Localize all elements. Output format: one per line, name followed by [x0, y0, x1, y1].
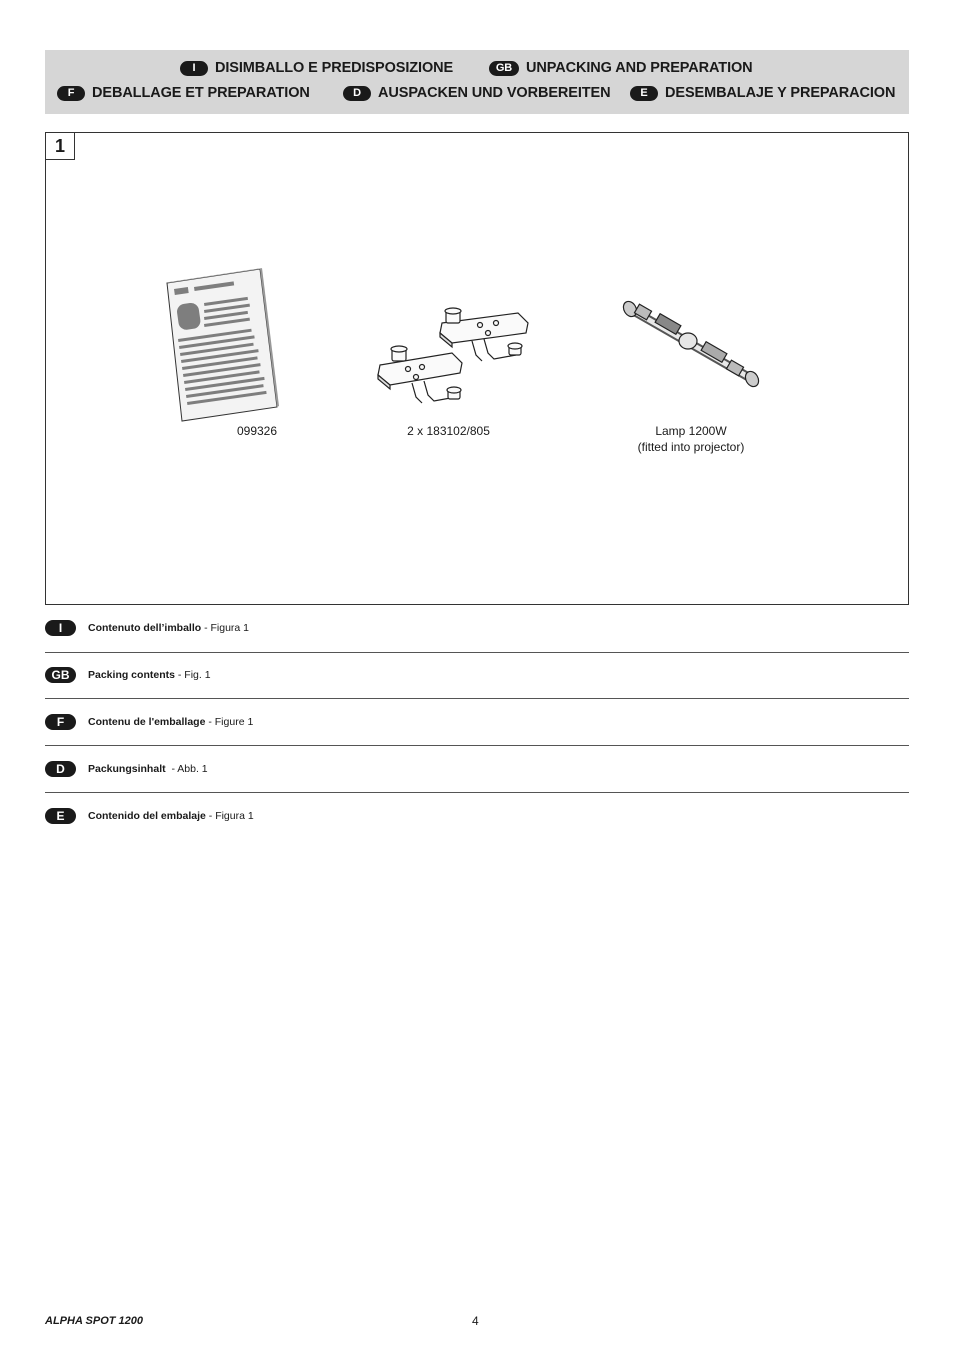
- section-header: [45, 50, 909, 114]
- product-title: ALPHA SPOT 1200: [45, 1315, 144, 1327]
- header-item-fr: [57, 85, 310, 101]
- lamp-caption-line1: Lamp 1200W: [655, 424, 727, 438]
- language-badge: F: [57, 86, 85, 101]
- language-badge: F: [45, 714, 76, 730]
- legend-rest: - Fig. 1: [174, 669, 211, 681]
- figure-number: 1: [46, 133, 75, 160]
- legend-row-de: [45, 761, 909, 777]
- page-number: 4: [472, 1314, 479, 1328]
- legend-rest: - Figura 1: [205, 810, 254, 822]
- language-badge: D: [343, 86, 371, 101]
- bracket-illustration: [376, 301, 536, 411]
- brackets-caption: 2 x 183102/805: [407, 424, 490, 438]
- legend-bold: Contenuto dell’imballo: [88, 622, 202, 634]
- legend-rest: - Figura 1: [201, 622, 250, 634]
- language-badge: GB: [489, 61, 519, 76]
- header-label: DEBALLAGE ET PREPARATION: [92, 85, 310, 101]
- divider: [45, 792, 909, 793]
- manual-illustration: [164, 265, 280, 423]
- legend-rest: - Figure 1: [205, 716, 254, 728]
- language-badge: E: [630, 86, 658, 101]
- language-badge: GB: [45, 667, 76, 683]
- language-badge: I: [180, 61, 208, 76]
- header-item-de: [343, 85, 610, 101]
- legend-row-fr: [45, 714, 909, 730]
- divider: [45, 698, 909, 699]
- header-label: DISIMBALLO E PREDISPOSIZIONE: [215, 60, 454, 76]
- header-item-it: [180, 60, 453, 76]
- divider: [45, 652, 909, 653]
- header-label: AUSPACKEN UND VORBEREITEN: [378, 85, 611, 101]
- lamp-caption-line2: (fitted into projector): [637, 440, 745, 454]
- language-badge: D: [45, 761, 76, 777]
- legend-row-it: [45, 620, 909, 636]
- lamp-illustration: [616, 297, 766, 393]
- divider: [45, 745, 909, 746]
- legend-bold: Packungsinhalt: [88, 763, 166, 775]
- header-item-es: [630, 85, 895, 101]
- figure-box: [45, 132, 909, 605]
- legend-row-gb: [45, 667, 909, 683]
- language-badge: I: [45, 620, 76, 636]
- header-label: UNPACKING AND PREPARATION: [526, 60, 753, 76]
- legend-bold: Packing contents: [88, 669, 175, 681]
- manual-caption: 099326: [236, 424, 278, 438]
- header-item-gb: [489, 60, 753, 76]
- legend-row-es: [45, 808, 909, 824]
- legend-rest: - Abb. 1: [165, 763, 208, 775]
- legend-bold: Contenido del embalaje: [88, 810, 206, 822]
- legend-bold: Contenu de l'emballage: [88, 716, 206, 728]
- language-badge: E: [45, 808, 76, 824]
- header-label: DESEMBALAJE Y PREPARACION: [665, 85, 896, 101]
- lamp-caption: [616, 423, 766, 455]
